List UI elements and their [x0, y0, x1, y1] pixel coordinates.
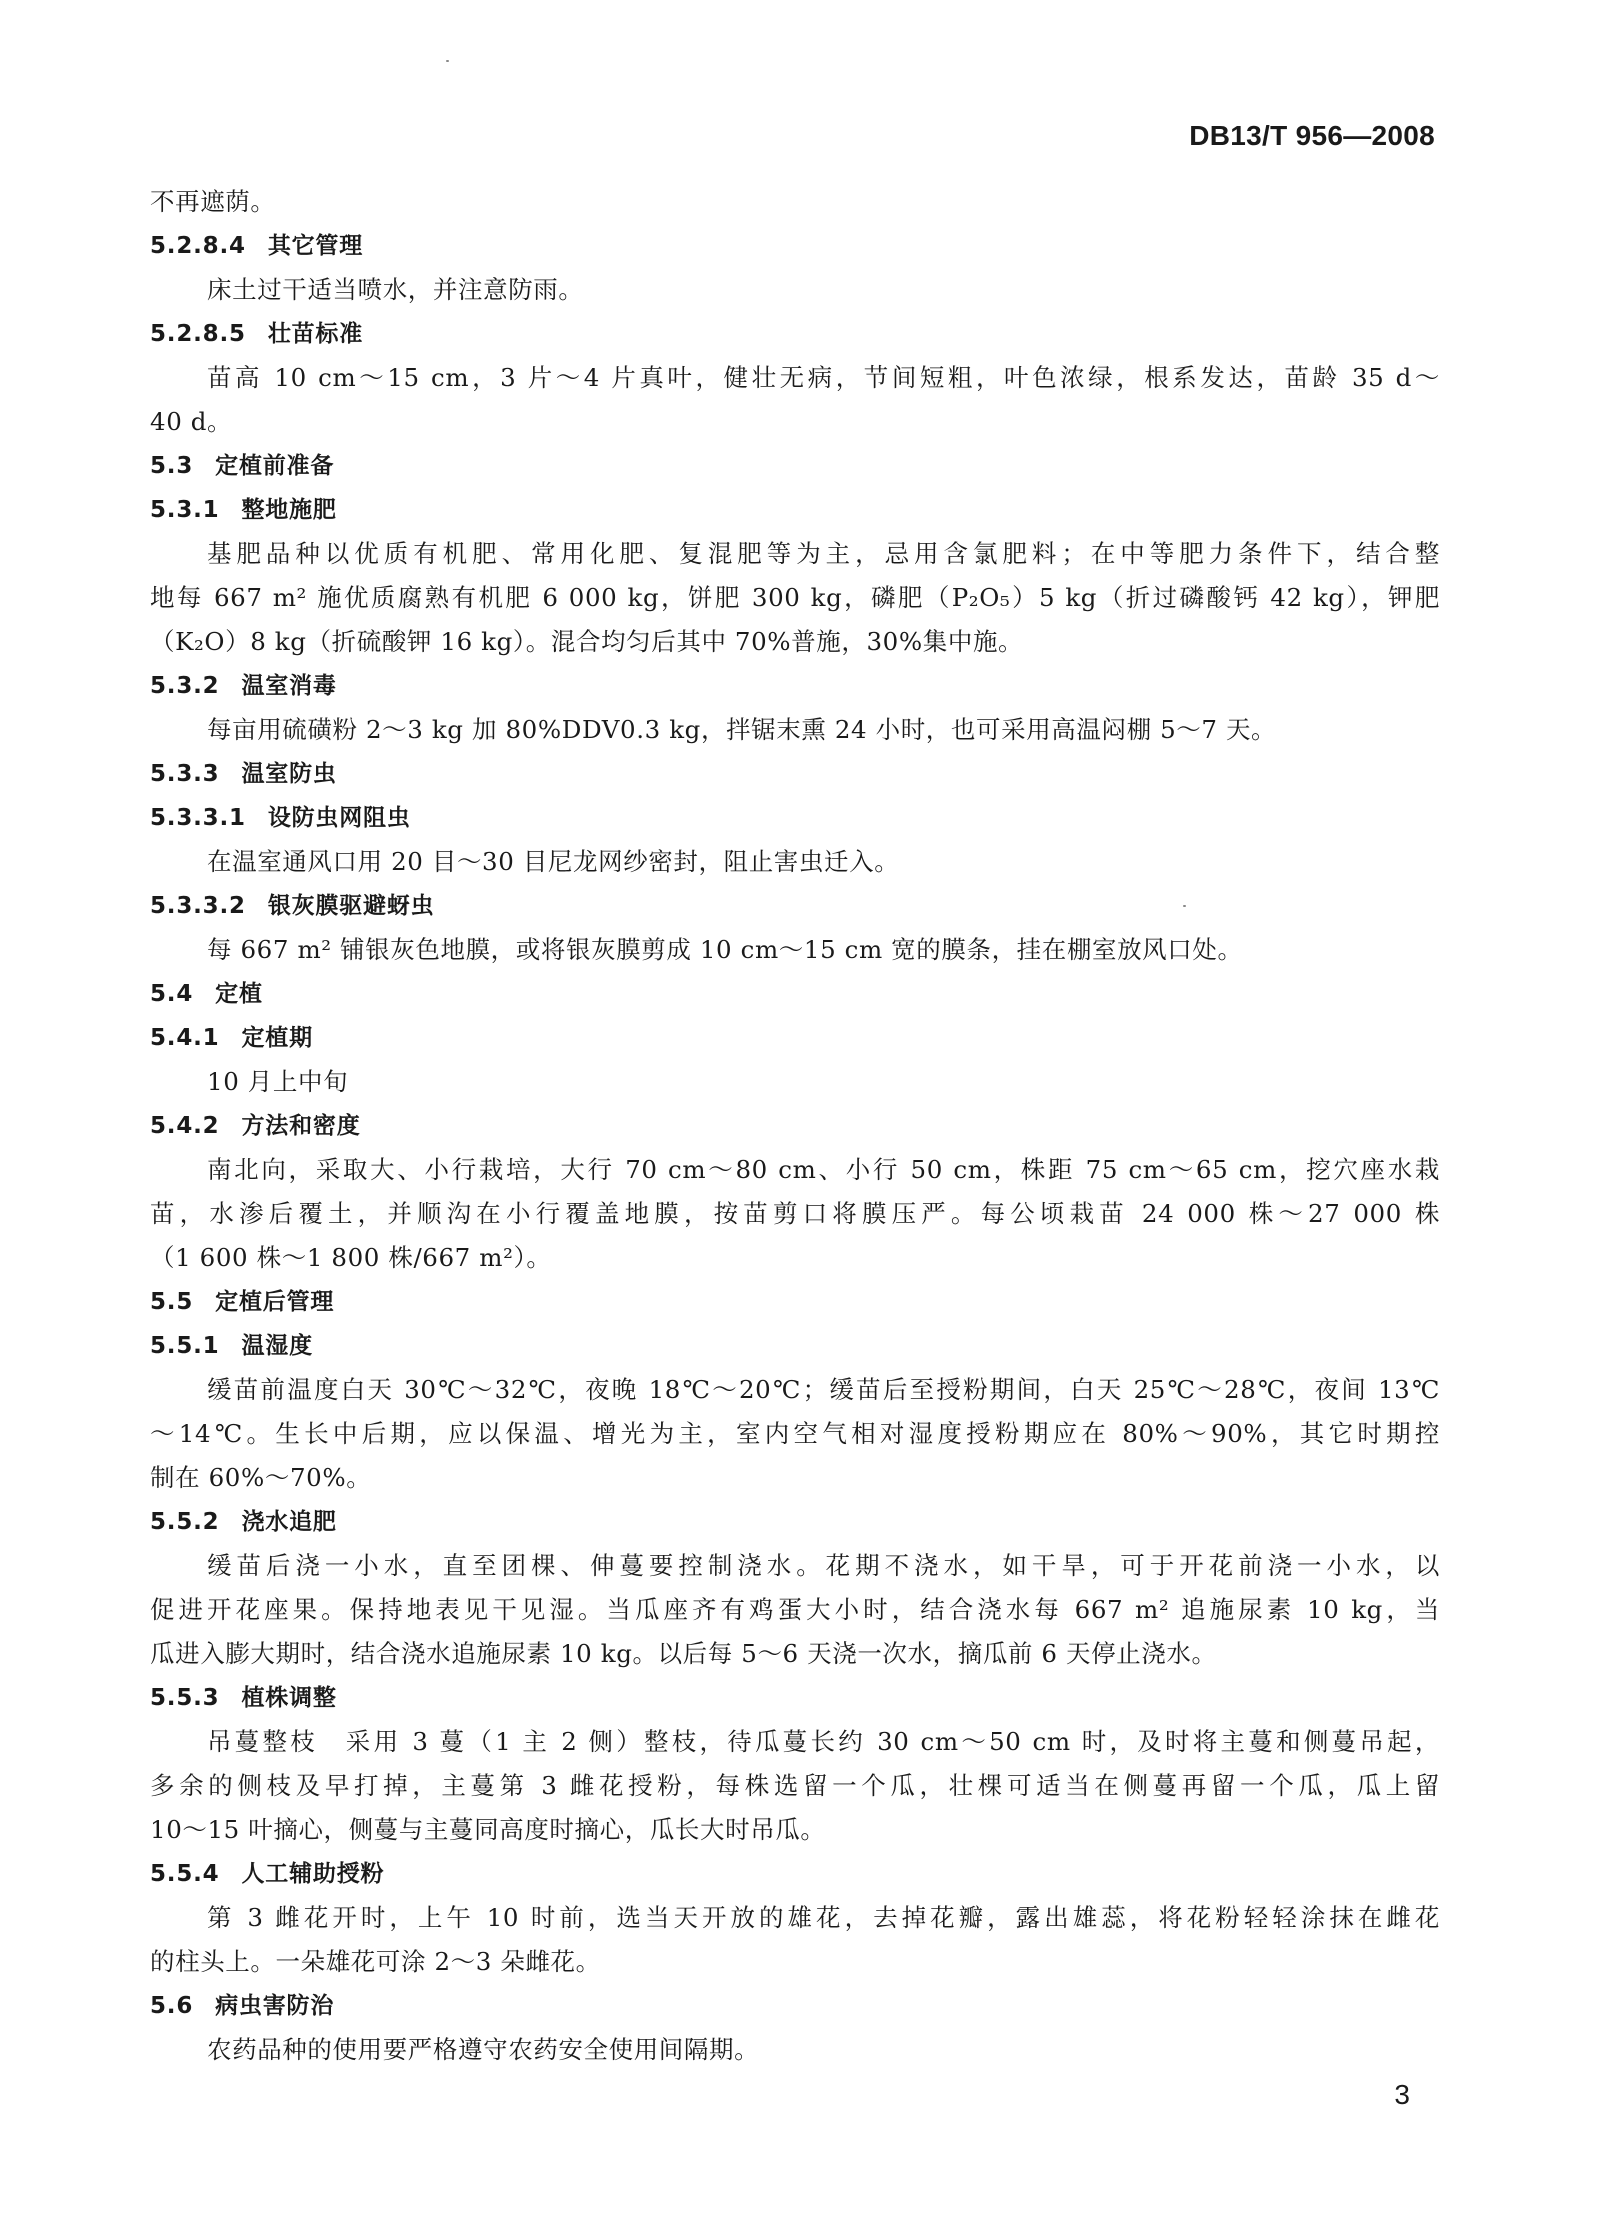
section-heading: [150, 1676, 1440, 1720]
paragraph-line: 在温室通风口用 20 目～30 目尼龙网纱密封，阻止害虫迁入。: [207, 847, 900, 876]
section-heading: [150, 224, 1440, 268]
paragraph-line: 制在 60%～70%。: [150, 1463, 372, 1492]
section-number: 5.3.3: [150, 761, 220, 787]
section-heading: [150, 884, 1440, 928]
paragraph-line: 南北向，采取大、小行栽培，大行 70 cm～80 cm、小行 50 cm，株距 75 cm～65 cm，挖穴座水栽: [207, 1155, 1440, 1184]
paragraph-line: 40 d。: [150, 407, 233, 436]
paragraph-line: 10～15 叶摘心，侧蔓与主蔓同高度时摘心，瓜长大时吊瓜。: [150, 1815, 826, 1844]
section-number: 5.3.3.2: [150, 893, 246, 919]
section-heading: [150, 488, 1440, 532]
section-heading: [150, 1016, 1440, 1060]
section-title: 温湿度: [241, 1333, 313, 1359]
paragraph-line: 不再遮荫。: [150, 187, 276, 216]
paragraph-line: 促进开花座果。保持地表见干见湿。当瓜座齐有鸡蛋大小时，结合浇水每 667 m² 追施尿素 10 kg，当: [150, 1595, 1440, 1624]
section-heading: [150, 444, 1440, 488]
section-heading: [150, 1852, 1440, 1896]
section-number: 5.5: [150, 1289, 194, 1315]
paragraph-line: 瓜进入膨大期时，结合浇水追施尿素 10 kg。以后每 5～6 天浇一次水，摘瓜前 6 天停止浇水。: [150, 1639, 1217, 1668]
section-heading: [150, 1984, 1440, 2028]
paragraph-line: 农药品种的使用要严格遵守农药安全使用间隔期。: [207, 2035, 760, 2064]
section-heading: [150, 1280, 1440, 1324]
document-code: DB13/T 956—2008: [1189, 120, 1435, 151]
paragraph-line: （K₂O）8 kg（折硫酸钾 16 kg）。混合均匀后其中 70%普施，30%集中施。: [150, 627, 1024, 656]
section-title: 人工辅助授粉: [241, 1861, 385, 1887]
section-number: 5.5.3: [150, 1685, 220, 1711]
section-number: 5.4.2: [150, 1113, 220, 1139]
section-title: 定植期: [241, 1025, 313, 1051]
scan-speck: [1183, 905, 1186, 907]
section-number: 5.5.4: [150, 1861, 220, 1887]
section-heading: [150, 972, 1440, 1016]
section-number: 5.3.1: [150, 497, 220, 523]
paragraph-line: 苗高 10 cm～15 cm，3 片～4 片真叶，健壮无病，节间短粗，叶色浓绿，根系发达，苗龄 35 d～: [207, 363, 1440, 392]
page-number: 3: [1394, 2079, 1410, 2110]
section-title: 方法和密度: [241, 1113, 361, 1139]
section-title: 病虫害防治: [215, 1993, 335, 2019]
section-number: 5.2.8.5: [150, 321, 246, 347]
section-title: 设防虫网阻虫: [267, 805, 411, 831]
section-number: 5.4: [150, 981, 194, 1007]
paragraph-line: 苗，水渗后覆土，并顺沟在小行覆盖地膜，按苗剪口将膜压严。每公顷栽苗 24 000 株～27 000 株: [150, 1199, 1440, 1228]
section-title: 植株调整: [241, 1685, 337, 1711]
paragraph-line: 缓苗后浇一小水，直至团棵、伸蔓要控制浇水。花期不浇水，如干旱，可于开花前浇一小水，以: [207, 1551, 1440, 1580]
section-number: 5.5.2: [150, 1509, 220, 1535]
paragraph-line: 10 月上中旬: [207, 1067, 349, 1096]
paragraph-line: ～14℃。生长中后期，应以保温、增光为主，室内空气相对湿度授粉期应在 80%～90%，其它时期控: [150, 1419, 1440, 1448]
section-number: 5.6: [150, 1993, 194, 2019]
section-number: 5.4.1: [150, 1025, 220, 1051]
section-number: 5.3.2: [150, 673, 220, 699]
paragraph-line: 每亩用硫磺粉 2～3 kg 加 80%DDV0.3 kg，拌锯末熏 24 小时，也可采用高温闷棚 5～7 天。: [207, 715, 1277, 744]
section-heading: [150, 1324, 1440, 1368]
scan-speck: [446, 60, 449, 62]
section-title: 定植前准备: [215, 453, 335, 479]
paragraph-line: （1 600 株～1 800 株/667 m²）。: [150, 1243, 552, 1272]
section-title: 银灰膜驱避蚜虫: [267, 893, 435, 919]
paragraph-line: 地每 667 m² 施优质腐熟有机肥 6 000 kg，饼肥 300 kg，磷肥（P₂O₅）5 kg（折过磷酸钙 42 kg），钾肥: [150, 583, 1440, 612]
section-number: 5.3.3.1: [150, 805, 246, 831]
document-body: [150, 180, 1440, 2072]
paragraph-line: 第 3 雌花开时，上午 10 时前，选当天开放的雄花，去掉花瓣，露出雄蕊，将花粉轻轻涂抹在雌花: [207, 1903, 1440, 1932]
section-heading: [150, 752, 1440, 796]
section-heading: [150, 796, 1440, 840]
paragraph-line: 多余的侧枝及早打掉，主蔓第 3 雌花授粉，每株选留一个瓜，壮棵可适当在侧蔓再留一个瓜，瓜上留: [150, 1771, 1440, 1800]
section-number: 5.2.8.4: [150, 233, 246, 259]
section-heading: [150, 1104, 1440, 1148]
section-title: 壮苗标准: [267, 321, 364, 347]
paragraph-line: 每 667 m² 铺银灰色地膜，或将银灰膜剪成 10 cm～15 cm 宽的膜条，挂在棚室放风口处。: [207, 935, 1243, 964]
section-title: 温室消毒: [241, 673, 337, 699]
paragraph-line: 缓苗前温度白天 30℃～32℃，夜晚 18℃～20℃；缓苗后至授粉期间，白天 25℃～28℃，夜间 13℃: [207, 1375, 1440, 1404]
paragraph-line: 基肥品种以优质有机肥、常用化肥、复混肥等为主，忌用含氯肥料；在中等肥力条件下，结合整: [207, 539, 1440, 568]
section-title: 定植后管理: [215, 1289, 335, 1315]
section-title: 浇水追肥: [241, 1509, 337, 1535]
section-title: 整地施肥: [241, 497, 337, 523]
paragraph-line: 吊蔓整枝 采用 3 蔓（1 主 2 侧）整枝，待瓜蔓长约 30 cm～50 cm 时，及时将主蔓和侧蔓吊起，: [207, 1727, 1440, 1756]
section-title: 其它管理: [267, 233, 364, 259]
section-number: 5.3: [150, 453, 194, 479]
paragraph-line: 的柱头上。一朵雄花可涂 2～3 朵雌花。: [150, 1947, 601, 1976]
section-heading: [150, 1500, 1440, 1544]
paragraph-line: 床土过干适当喷水，并注意防雨。: [207, 275, 584, 304]
section-number: 5.5.1: [150, 1333, 220, 1359]
section-heading: [150, 664, 1440, 708]
section-title: 定植: [215, 981, 263, 1007]
section-heading: [150, 312, 1440, 356]
section-title: 温室防虫: [241, 761, 337, 787]
